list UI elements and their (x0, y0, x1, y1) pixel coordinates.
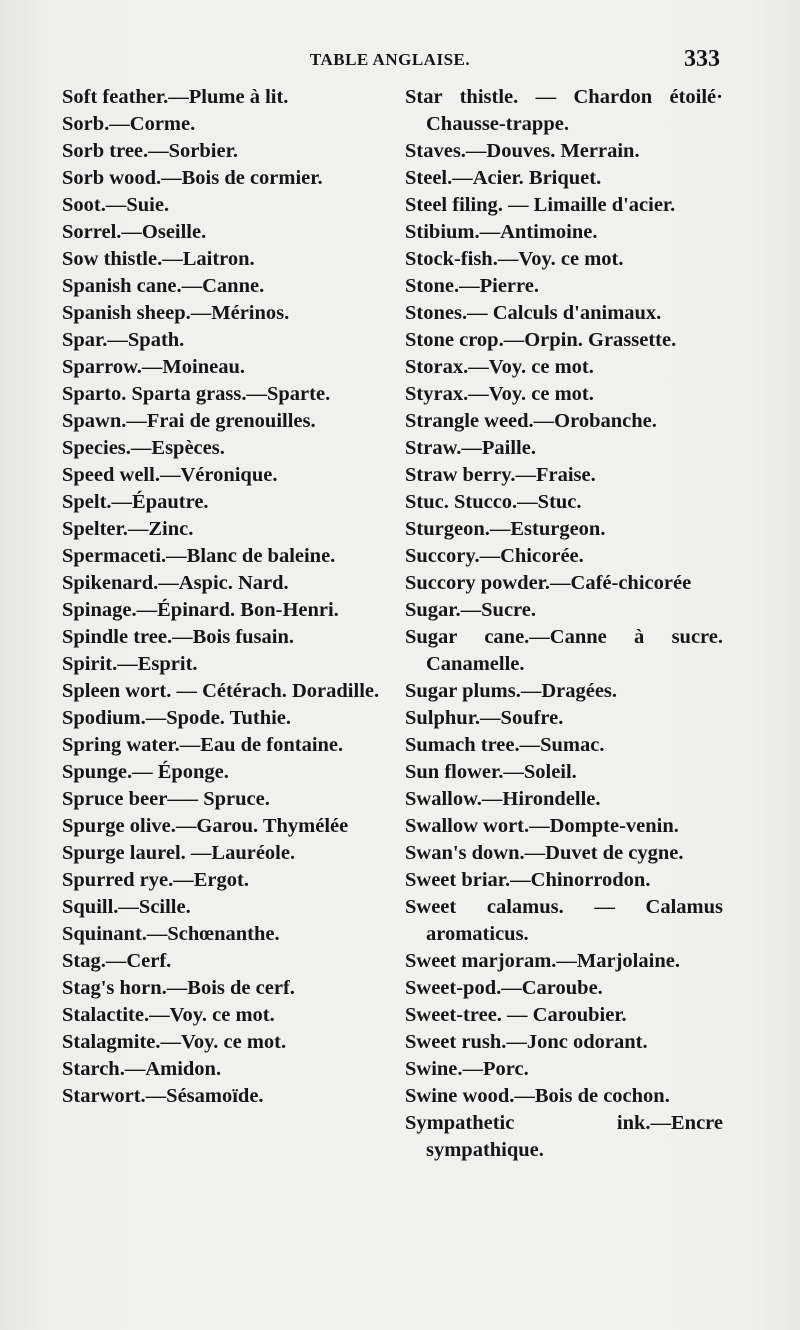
glossary-entry: Stone.—Pierre. (405, 275, 539, 297)
glossary-entry: Spurge laurel. —Lauréole. (62, 842, 296, 864)
right-column (405, 84, 723, 1164)
glossary-entry: Steel filing. — Limaille d'acier. (405, 194, 676, 216)
glossary-entry: Spelter.—Zinc. (62, 518, 194, 540)
glossary-entry: Spirit.—Esprit. (62, 653, 198, 675)
glossary-entry: Spikenard.—Aspic. Nard. (62, 572, 289, 594)
glossary-entry: Stalactite.—Voy. ce mot. (62, 1004, 275, 1026)
glossary-entry: Sorb wood.—Bois de cormier. (62, 167, 323, 189)
glossary-entry: Sorb.—Corme. (62, 113, 196, 135)
glossary-entry: Sugar cane.—Canne à sucre. Canamelle. (405, 626, 723, 675)
glossary-entry: Spindle tree.—Bois fusain. (62, 626, 294, 648)
glossary-entry: Spelt.—Épautre. (62, 491, 209, 513)
glossary-entry: Sweet briar.—Chinorrodon. (405, 869, 651, 891)
glossary-entry: Sympathetic ink.—Encre sympathique. (405, 1112, 723, 1161)
glossary-entry: Sow thistle.—Laitron. (62, 248, 255, 270)
glossary-entry: Spurred rye.—Ergot. (62, 869, 249, 891)
glossary-entry: Spurge olive.—Garou. Thymélée (62, 815, 349, 837)
page-number: 333 (684, 46, 720, 72)
glossary-entry: Sugar plums.—Dragées. (405, 680, 618, 702)
glossary-entry: Starch.—Amidon. (62, 1058, 222, 1080)
glossary-entry: Star thistle. — Chardon étoilé· Chausse-trappe. (405, 86, 723, 135)
glossary-entry: Spinage.—Épinard. Bon-Henri. (62, 599, 339, 621)
left-column (62, 84, 382, 1110)
glossary-entry: Stalagmite.—Voy. ce mot. (62, 1031, 287, 1053)
glossary-entry: Spunge.— Éponge. (62, 761, 229, 783)
glossary-entry: Sparrow.—Moineau. (62, 356, 245, 378)
glossary-entry: Stag's horn.—Bois de cerf. (62, 977, 295, 999)
glossary-entry: Spanish sheep.—Mérinos. (62, 302, 290, 324)
glossary-entry: Sorrel.—Oseille. (62, 221, 207, 243)
glossary-entry: Steel.—Acier. Briquet. (405, 167, 602, 189)
glossary-entry: Soft feather.—Plume à lit. (62, 86, 289, 108)
glossary-entry: Swine wood.—Bois de cochon. (405, 1085, 670, 1107)
glossary-entry: Spruce beer—– Spruce. (62, 788, 270, 810)
glossary-entry: Sturgeon.—Esturgeon. (405, 518, 606, 540)
glossary-entry: Stuc. Stucco.—Stuc. (405, 491, 582, 513)
glossary-entry: Styrax.—Voy. ce mot. (405, 383, 594, 405)
glossary-entry: Stock-fish.—Voy. ce mot. (405, 248, 624, 270)
glossary-entry: Spar.—Spath. (62, 329, 185, 351)
glossary-entry: Sumach tree.—Sumac. (405, 734, 605, 756)
glossary-entry: Sorb tree.—Sorbier. (62, 140, 238, 162)
glossary-entry: Spring water.—Eau de fontaine. (62, 734, 344, 756)
glossary-entry: Strangle weed.—Orobanche. (405, 410, 657, 432)
glossary-entry: Soot.—Suie. (62, 194, 170, 216)
glossary-entry: Stone crop.—Orpin. Grassette. (405, 329, 677, 351)
glossary-entry: Spermaceti.—Blanc de baleine. (62, 545, 336, 567)
glossary-entry: Succory powder.—Café-chicorée (405, 572, 692, 594)
glossary-entry: Sun flower.—Soleil. (405, 761, 577, 783)
glossary-entry: Spodium.—Spode. Tuthie. (62, 707, 292, 729)
glossary-entry: Sweet rush.—Jonc odorant. (405, 1031, 648, 1053)
glossary-entry: Sugar.—Sucre. (405, 599, 536, 621)
glossary-entry: Sweet-tree. — Caroubier. (405, 1004, 627, 1026)
glossary-entry: Starwort.—Sésamoïde. (62, 1085, 264, 1107)
glossary-entry: Stibium.—Antimoine. (405, 221, 598, 243)
glossary-entry: Storax.—Voy. ce mot. (405, 356, 594, 378)
glossary-entry: Succory.—Chicorée. (405, 545, 584, 567)
glossary-entry: Swallow.—Hirondelle. (405, 788, 601, 810)
glossary-entry: Stones.— Calculs d'animaux. (405, 302, 662, 324)
glossary-entry: Swallow wort.—Dompte-venin. (405, 815, 679, 837)
glossary-entry: Sweet-pod.—Caroube. (405, 977, 603, 999)
glossary-entry: Sparto. Sparta grass.—Sparte. (62, 383, 331, 405)
glossary-entry: Swine.—Porc. (405, 1058, 529, 1080)
glossary-entry: Spawn.—Frai de grenouilles. (62, 410, 316, 432)
glossary-entry: Staves.—Douves. Merrain. (405, 140, 640, 162)
glossary-entry: Swan's down.—Duvet de cygne. (405, 842, 684, 864)
glossary-entry: Stag.—Cerf. (62, 950, 172, 972)
glossary-entry: Sweet marjoram.—Marjolaine. (405, 950, 680, 972)
glossary-entry: Straw.—Paille. (405, 437, 536, 459)
glossary-entry: Sweet calamus. — Calamus aromaticus. (405, 896, 723, 945)
glossary-entry: Species.—Espèces. (62, 437, 225, 459)
glossary-entry: Spanish cane.—Canne. (62, 275, 265, 297)
glossary-entry: Squill.—Scille. (62, 896, 191, 918)
glossary-entry: Sulphur.—Soufre. (405, 707, 564, 729)
glossary-entry: Squinant.—Schœnanthe. (62, 923, 280, 945)
glossary-entry: Spleen wort. — Cétérach. Doradille. (62, 680, 380, 702)
page-header (60, 46, 720, 80)
glossary-entry: Straw berry.—Fraise. (405, 464, 596, 486)
running-title: TABLE ANGLAISE. (309, 50, 471, 69)
glossary-entry: Speed well.—Véronique. (62, 464, 278, 486)
